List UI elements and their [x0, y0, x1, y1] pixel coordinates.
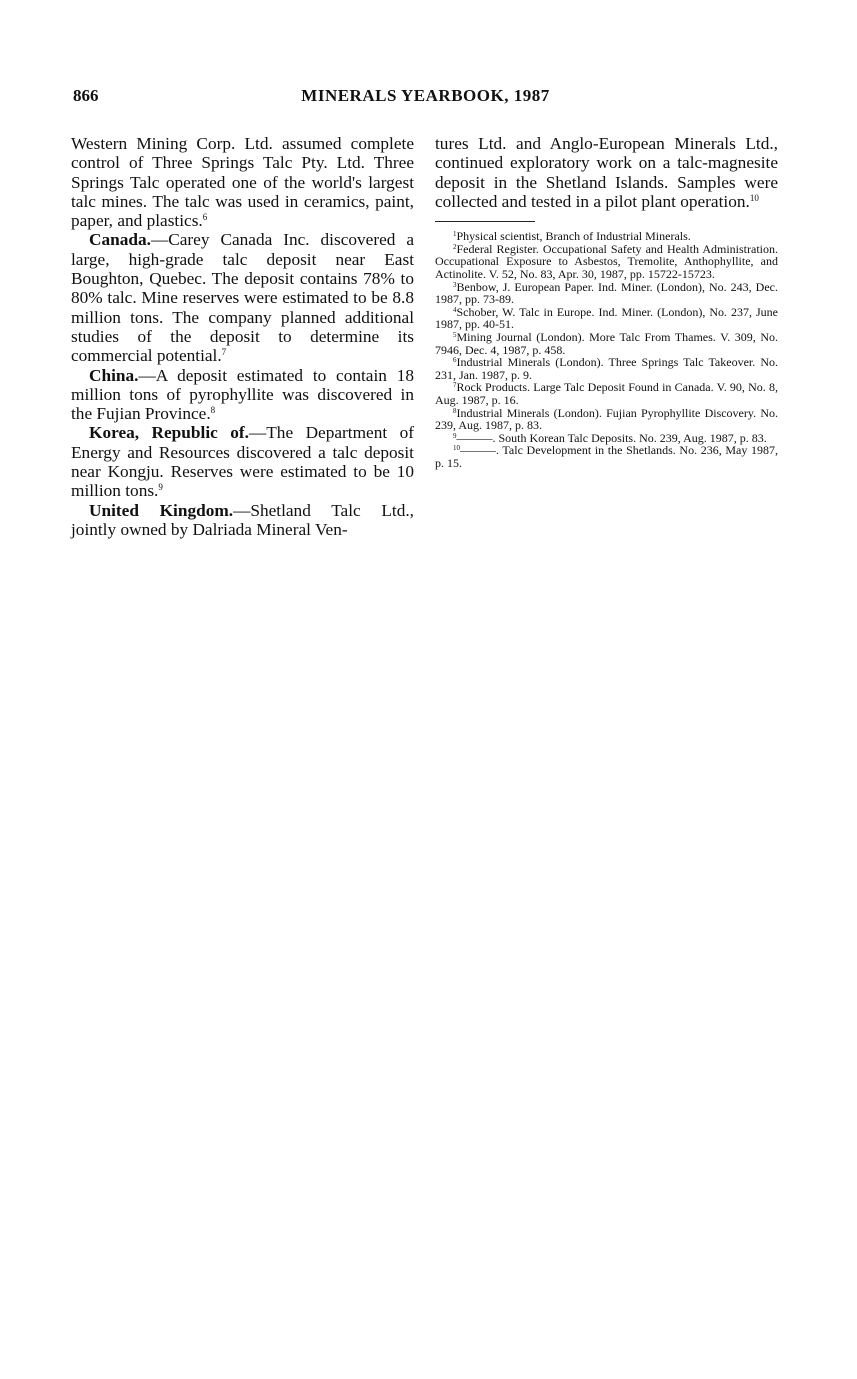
paragraph-text: —Shetland Talc Ltd., jointly owned by Dalriada Mineral Ven- [71, 500, 415, 539]
paragraph-text: —A deposit estimated to contain 18 million tons of pyrophyllite was discovered in the Fujian Province. [71, 365, 414, 424]
footnote [435, 281, 778, 306]
footnote-text: Schober, W. Talc in Europe. Ind. Miner. (London), No. 237, June 1987, pp. 40-51. [435, 304, 778, 332]
paragraph-shetland-continued [435, 134, 778, 211]
paragraph-korea [71, 423, 414, 500]
paragraph-united-kingdom [71, 501, 414, 540]
paragraph-western-mining [71, 134, 414, 230]
footnote-ref: 9 [158, 482, 163, 493]
footnote-text: Benbow, J. European Paper. Ind. Miner. (London), No. 243, Dec. 1987, pp. 73-89. [435, 279, 778, 307]
footnote [435, 356, 778, 381]
footnote [435, 243, 778, 281]
footnote-number: 5 [453, 330, 457, 339]
page-header [73, 86, 778, 108]
footnote-number: 7 [453, 381, 457, 390]
footnote-text: Industrial Minerals (London). Fujian Pyrophyllite Discovery. No. 239, Aug. 1987, p. 83. [435, 405, 778, 433]
paragraph-china [71, 366, 414, 424]
footnote [435, 306, 778, 331]
footnote-rule [435, 221, 535, 222]
paragraph-text: —Carey Canada Inc. discovered a large, high-grade talc deposit near East Boughton, Quebec. The deposit contains 78% to 80% talc. Mine reserves were estimated to be 8.8 million tons. The company planned additional studies of the deposit to determine its commercial potential. [71, 230, 414, 366]
footnote-text: Rock Products. Large Talc Deposit Found in Canada. V. 90, No. 8, Aug. 1987, p. 16. [435, 380, 778, 407]
page-number: 866 [73, 86, 99, 105]
footnote [435, 407, 778, 432]
footnote-ref: 8 [210, 405, 216, 416]
footnote-text: Physical scientist, Branch of Industrial Minerals. [456, 229, 691, 244]
right-column [435, 134, 778, 469]
footnote-text: ———. Talc Development in the Shetlands. No. 236, May 1987, p. 15. [435, 443, 778, 470]
footnote-text: ———. South Korean Talc Deposits. No. 239, Aug. 1987, p. 83. [456, 430, 767, 445]
footnote-ref: 6 [202, 212, 208, 223]
section-head-united-kingdom: United Kingdom. [89, 500, 234, 520]
footnote-number: 10 [453, 444, 460, 453]
paragraph-text: Western Mining Corp. Ltd. assumed complete control of Three Springs Talc Pty. Ltd. Three Springs Talc operated one of the world's largest talc mines. The talc was used in ceramics, paint, paper, and plastics. [71, 134, 414, 231]
paragraph-text: —The Department of Energy and Resources discovered a talc deposit near Kongju. Reserves were estimated to be 10 million tons. [71, 423, 414, 501]
footnote-number: 3 [453, 280, 457, 289]
footnote [435, 381, 778, 406]
section-head-korea: Korea, Republic of. [89, 423, 249, 443]
running-head: MINERALS YEARBOOK, 1987 [301, 86, 550, 105]
footnote-ref: 10 [749, 192, 759, 203]
footnote-number: 4 [453, 305, 457, 314]
footnote-number: 9 [453, 431, 457, 440]
footnote-number: 1 [453, 230, 457, 239]
footnote-ref: 7 [221, 347, 227, 358]
paragraph-canada [71, 230, 414, 365]
footnote-text: Federal Register. Occupational Safety and Health Administration. Occupational Exposure to Asbestos, Tremolite, Anthophyllite, and Actinolite. V. 52, No. 83, Apr. 30, 1987, pp. 15722-15723. [435, 241, 778, 281]
paragraph-text: tures Ltd. and Anglo-European Minerals Ltd., continued exploratory work on a talc-magnesite deposit in the Shetland Islands. Samples were collected and tested in a pilot plant operation. [435, 134, 778, 211]
footnote-number: 2 [453, 242, 457, 251]
footnote-text: Industrial Minerals (London). Three Springs Talc Takeover. No. 231, Jan. 1987, p. 9. [435, 355, 778, 382]
footnote-number: 6 [453, 356, 457, 365]
footnote [435, 444, 778, 469]
footnote-number: 8 [453, 406, 457, 415]
left-column [71, 134, 414, 539]
footnote-text: Mining Journal (London). More Talc From Thames. V. 309, No. 7946, Dec. 4, 1987, p. 458. [435, 329, 778, 357]
section-head-canada: Canada. [89, 230, 151, 250]
footnotes [435, 230, 778, 469]
section-head-china: China. [89, 365, 139, 385]
footnote [435, 331, 778, 356]
